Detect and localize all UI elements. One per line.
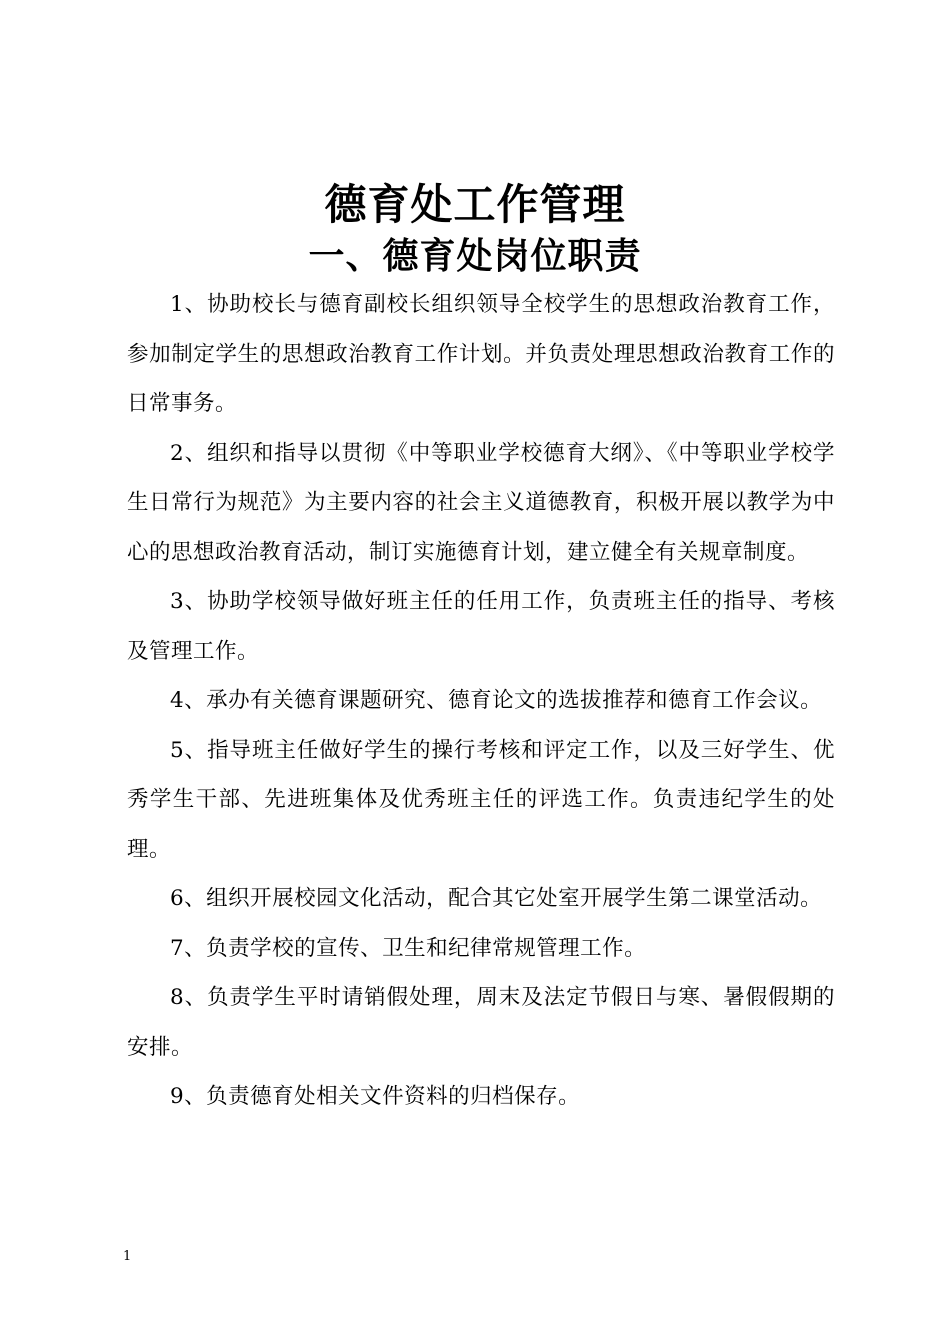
duty-paragraph-8: 8、负责学生平时请销假处理，周末及法定节假日与寒、暑假假期的安排。 [127,985,835,1060]
section-title: 一、德育处岗位职责 [308,235,642,277]
duty-paragraph-7: 7、负责学校的宣传、卫生和纪律常规管理工作。 [170,935,647,961]
document-body [127,280,835,1122]
duty-paragraph-3: 3、协助学校领导做好班主任的任用工作，负责班主任的指导、考核及管理工作。 [127,589,835,664]
duty-paragraph-4: 4、承办有关德育课题研究、德育论文的选拔推荐和德育工作会议。 [170,688,823,713]
duty-paragraph-6: 6、组织开展校园文化活动，配合其它处室开展学生第二课堂活动。 [170,886,823,911]
duty-paragraph-2: 2、组织和指导以贯彻《中等职业学校德育大纲》、《中等职业学校学生日常行为规范》为主要内容的社会主义道德教育，积极开展以教学为中心的思想政治教育活动，制订实施德育计划，建立健全有关规章制度。 [127,440,835,565]
duty-paragraph-1: 1、协助校长与德育副校长组织领导全校学生的思想政治教育工作，参加制定学生的思想政治教育工作计划。并负责处理思想政治教育工作的日常事务。 [127,292,835,416]
document-title: 德育处工作管理 [324,180,626,229]
duty-paragraph-9: 9、负责德育处相关文件资料的归档保存。 [170,1084,581,1109]
duty-paragraph-5: 5、指导班主任做好学生的操行考核和评定工作，以及三好学生、优秀学生干部、先进班集体及优秀班主任的评选工作。负责违纪学生的处理。 [127,737,835,862]
page-number: 1 [123,1249,132,1264]
